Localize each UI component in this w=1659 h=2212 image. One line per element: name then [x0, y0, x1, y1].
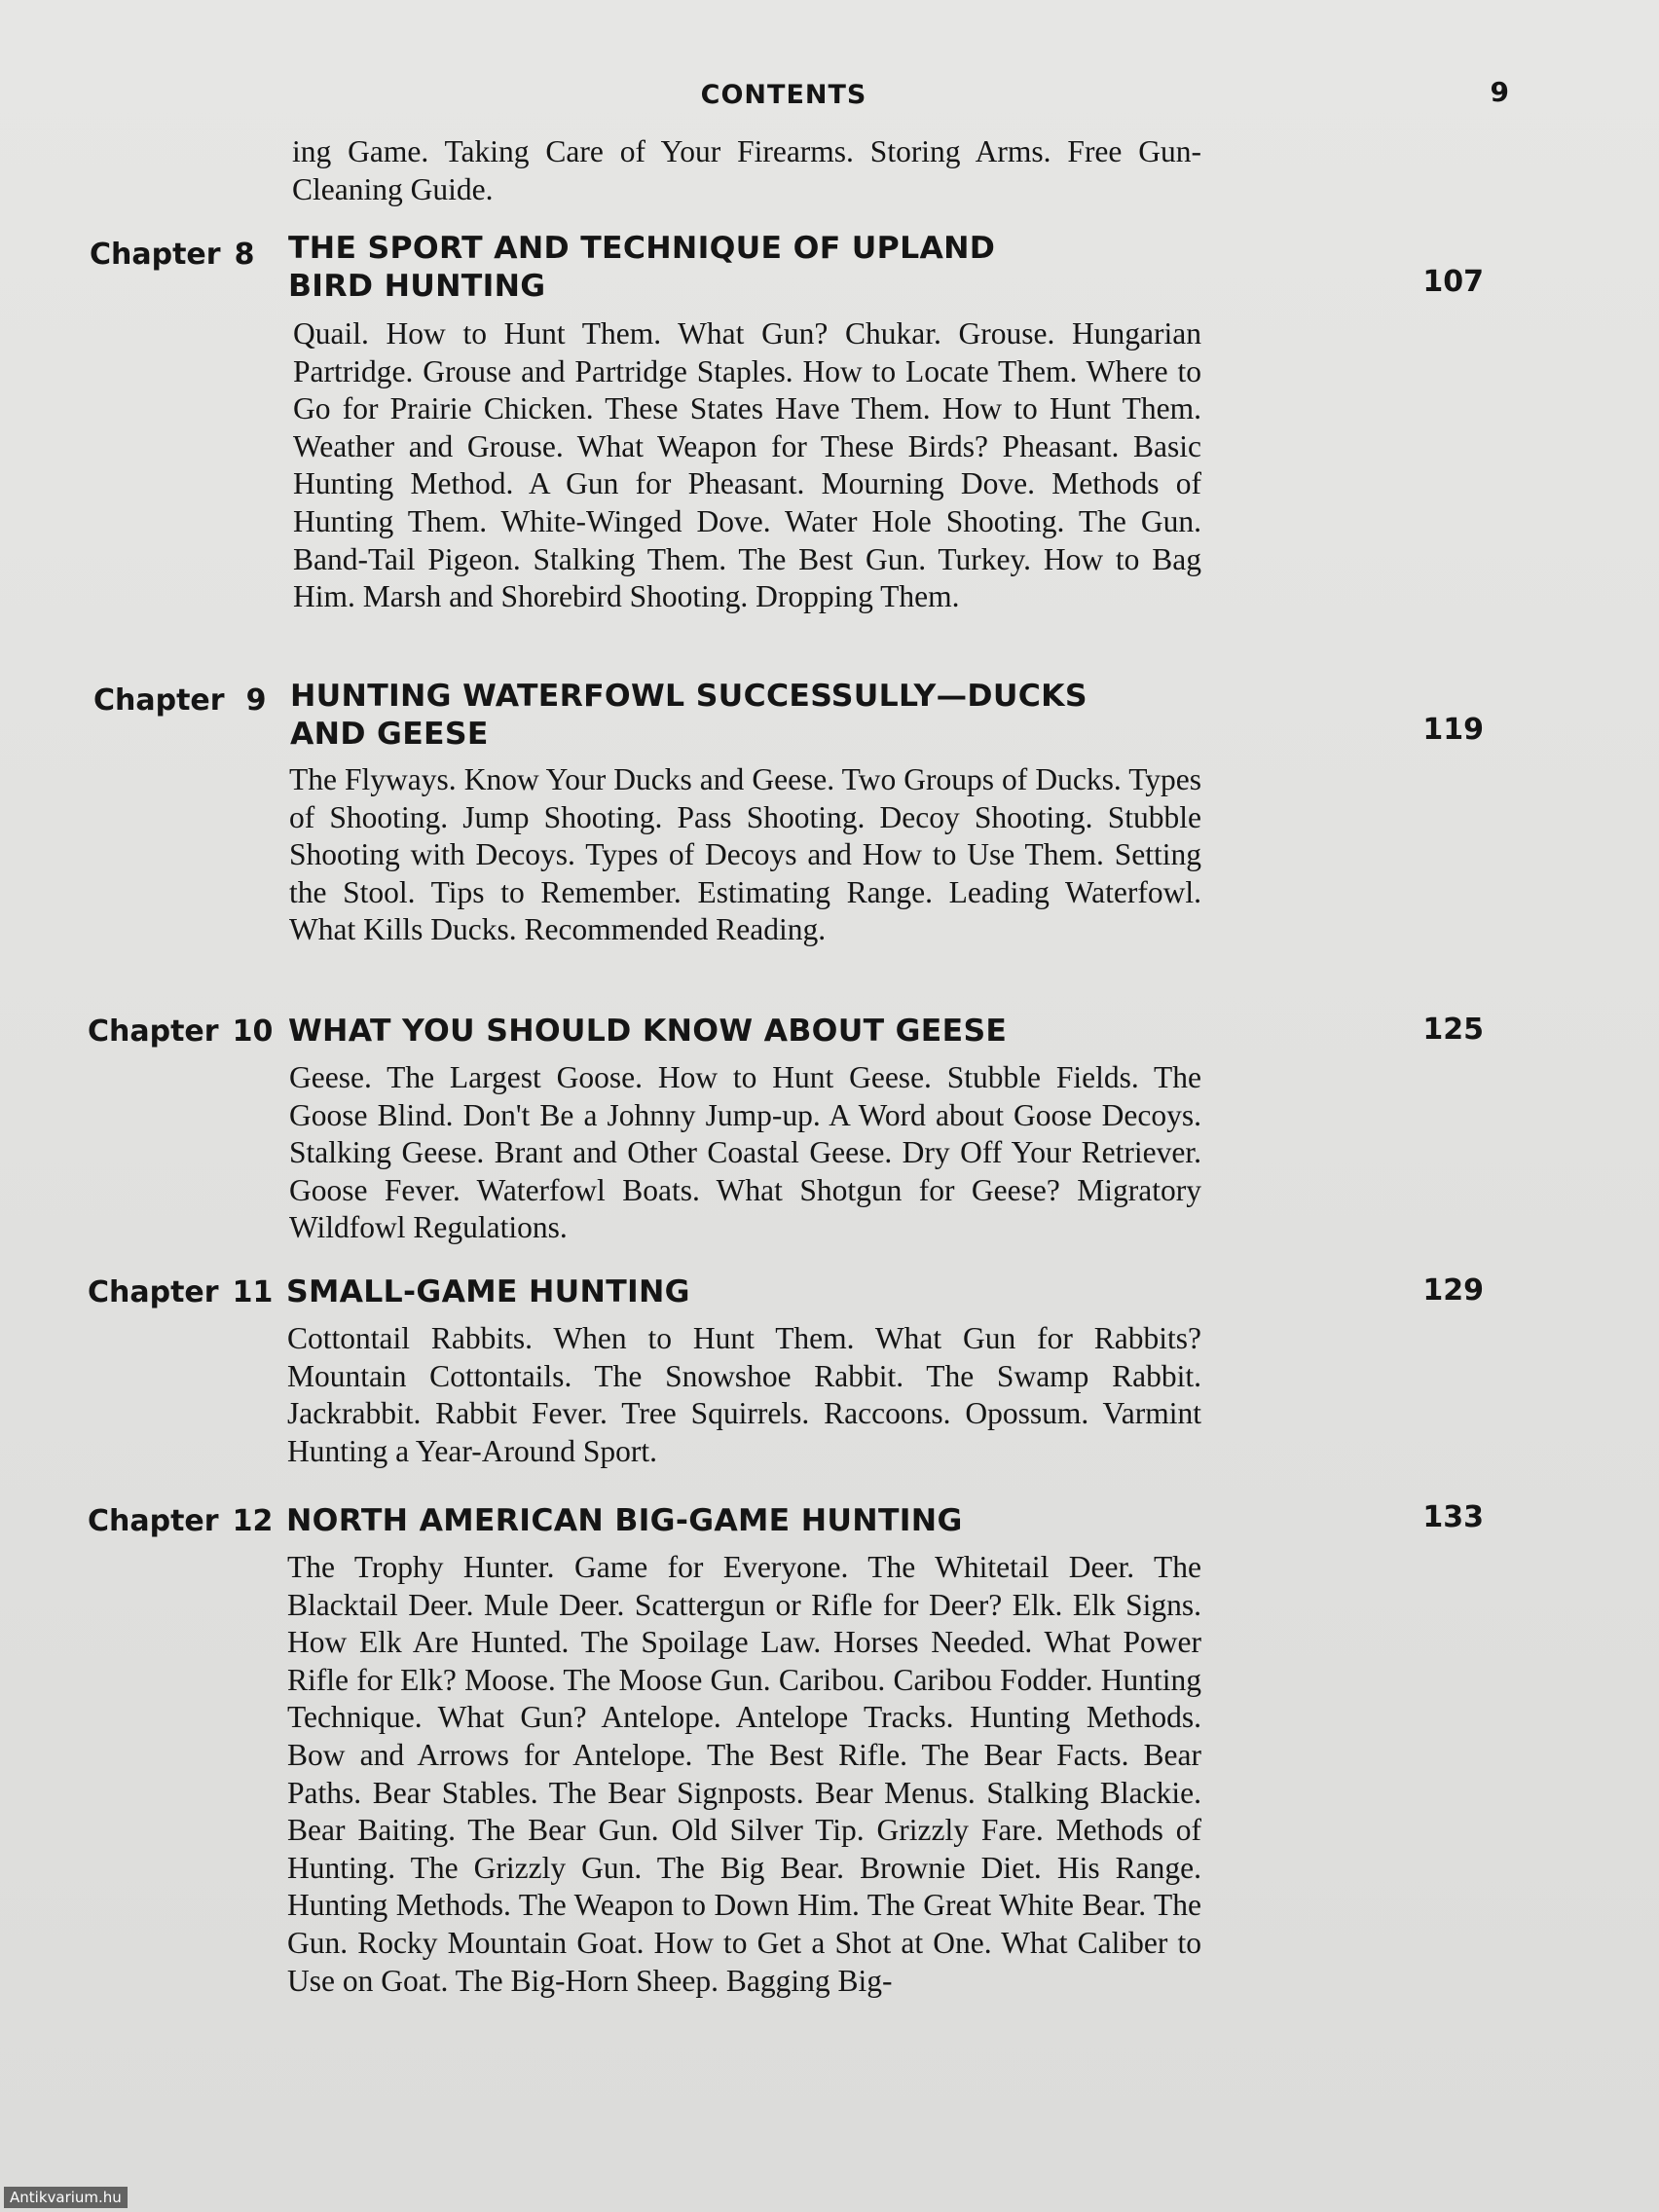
chapter-number: 12 [232, 1504, 274, 1538]
running-head: CONTENTS [700, 80, 867, 110]
page-number: 9 [1490, 76, 1509, 108]
chapter-description: The Trophy Hunter. Game for Everyone. The Whitetail Deer. The Blacktail Deer. Mule Deer. Scattergun or Rifle for Deer? Elk. Elk Signs. How Elk Are Hunted. The Spoilage Law. Horses Needed. What Power Rifle for Elk? Moose. The Moose Gun. Caribou. Caribou Fodder. Hunting Technique. What Gun? Antelope. Antelope Tracks. Hunting Methods. Bow and Arrows for Antelope. The Best Rifle. The Bear Facts. Bear Paths. Bear Stables. The Bear Signposts. Bear Menus. Stalking Blackie. Bear Baiting. The Bear Gun. Old Silver Tip. Grizzly Fare. Methods of Hunting. The Grizzly Gun. The Big Bear. Brownie Diet. His Range. Hunting Methods. The Weapon to Down Him. The Great White Bear. The Gun. Rocky Mountain Goat. How to Get a Shot at One. What Caliber to Use on Goat. The Big-Horn Sheep. Bagging Big- [287, 1550, 1201, 1998]
chapter-title: SMALL-GAME HUNTING [286, 1274, 690, 1309]
chapter-description: The Flyways. Know Your Ducks and Geese. Two Groups of Ducks. Types of Shooting. Jump Shooting. Pass Shooting. Decoy Shooting. Stubble Shooting with Decoys. Types of Decoys and How to Use Them. Setting the Stool. Tips to Remember. Estimating Range. Leading Waterfowl. What Kills Ducks. Recommended Reading. [289, 762, 1201, 947]
chapter-label [88, 1013, 273, 1051]
chapter-number: 8 [234, 238, 255, 272]
chapter-page: 133 [1422, 1500, 1484, 1534]
chapter-label [90, 236, 275, 274]
chapter-page: 119 [1422, 713, 1484, 747]
chapter-number: 9 [245, 683, 267, 718]
chapter-word: Chapter [93, 683, 225, 718]
chapter-label [88, 1502, 273, 1540]
chapter-word: Chapter [88, 1275, 219, 1309]
chapter-title: THE SPORT AND TECHNIQUE OF UPLAND BIRD HUNTING [288, 231, 996, 304]
chapter-title: WHAT YOU SHOULD KNOW ABOUT GEESE [288, 1014, 1008, 1049]
continued-text: ing Game. Taking Care of Your Firearms. Storing Arms. Free Gun-Cleaning Guide. [292, 134, 1201, 206]
chapter-page: 107 [1422, 265, 1484, 299]
watermark: Antikvarium.hu [4, 2187, 128, 2208]
chapter-page: 125 [1422, 1013, 1484, 1047]
chapter-number: 10 [232, 1014, 274, 1049]
chapter-title: NORTH AMERICAN BIG-GAME HUNTING [286, 1503, 963, 1538]
chapter-word: Chapter [88, 1014, 219, 1049]
chapter-title: HUNTING WATERFOWL SUCCESSULLY—DUCKS AND GEESE [290, 679, 1088, 752]
chapter-number: 11 [232, 1275, 274, 1309]
chapter-description: Quail. How to Hunt Them. What Gun? Chukar. Grouse. Hungarian Partridge. Grouse and Partridge Staples. How to Locate Them. Where to Go for Prairie Chicken. These States Have Them. How to Hunt Them. Weather and Grouse. What Weapon for These Birds? Pheasant. Basic Hunting Method. A Gun for Pheasant. Mourning Dove. Methods of Hunting Them. White-Winged Dove. Water Hole Shooting. The Gun. Band-Tail Pigeon. Stalking Them. The Best Gun. Turkey. How to Bag Him. Marsh and Shorebird Shooting. Dropping Them. [293, 316, 1201, 614]
chapter-page: 129 [1422, 1273, 1484, 1308]
chapter-label [93, 682, 278, 719]
chapter-label [88, 1273, 273, 1311]
chapter-description: Geese. The Largest Goose. How to Hunt Geese. Stubble Fields. The Goose Blind. Don't Be a Johnny Jump-up. A Word about Goose Decoys. Stalking Geese. Brant and Other Coastal Geese. Dry Off Your Retriever. Goose Fever. Waterfowl Boats. What Shotgun for Geese? Migratory Wildfowl Regulations. [289, 1060, 1201, 1245]
chapter-description: Cottontail Rabbits. When to Hunt Them. What Gun for Rabbits? Mountain Cottontails. The Snowshoe Rabbit. The Swamp Rabbit. Jackrabbit. Rabbit Fever. Tree Squirrels. Raccoons. Opossum. Varmint Hunting a Year-Around Sport. [287, 1321, 1201, 1468]
chapter-word: Chapter [88, 1504, 219, 1538]
chapter-word: Chapter [90, 238, 221, 272]
